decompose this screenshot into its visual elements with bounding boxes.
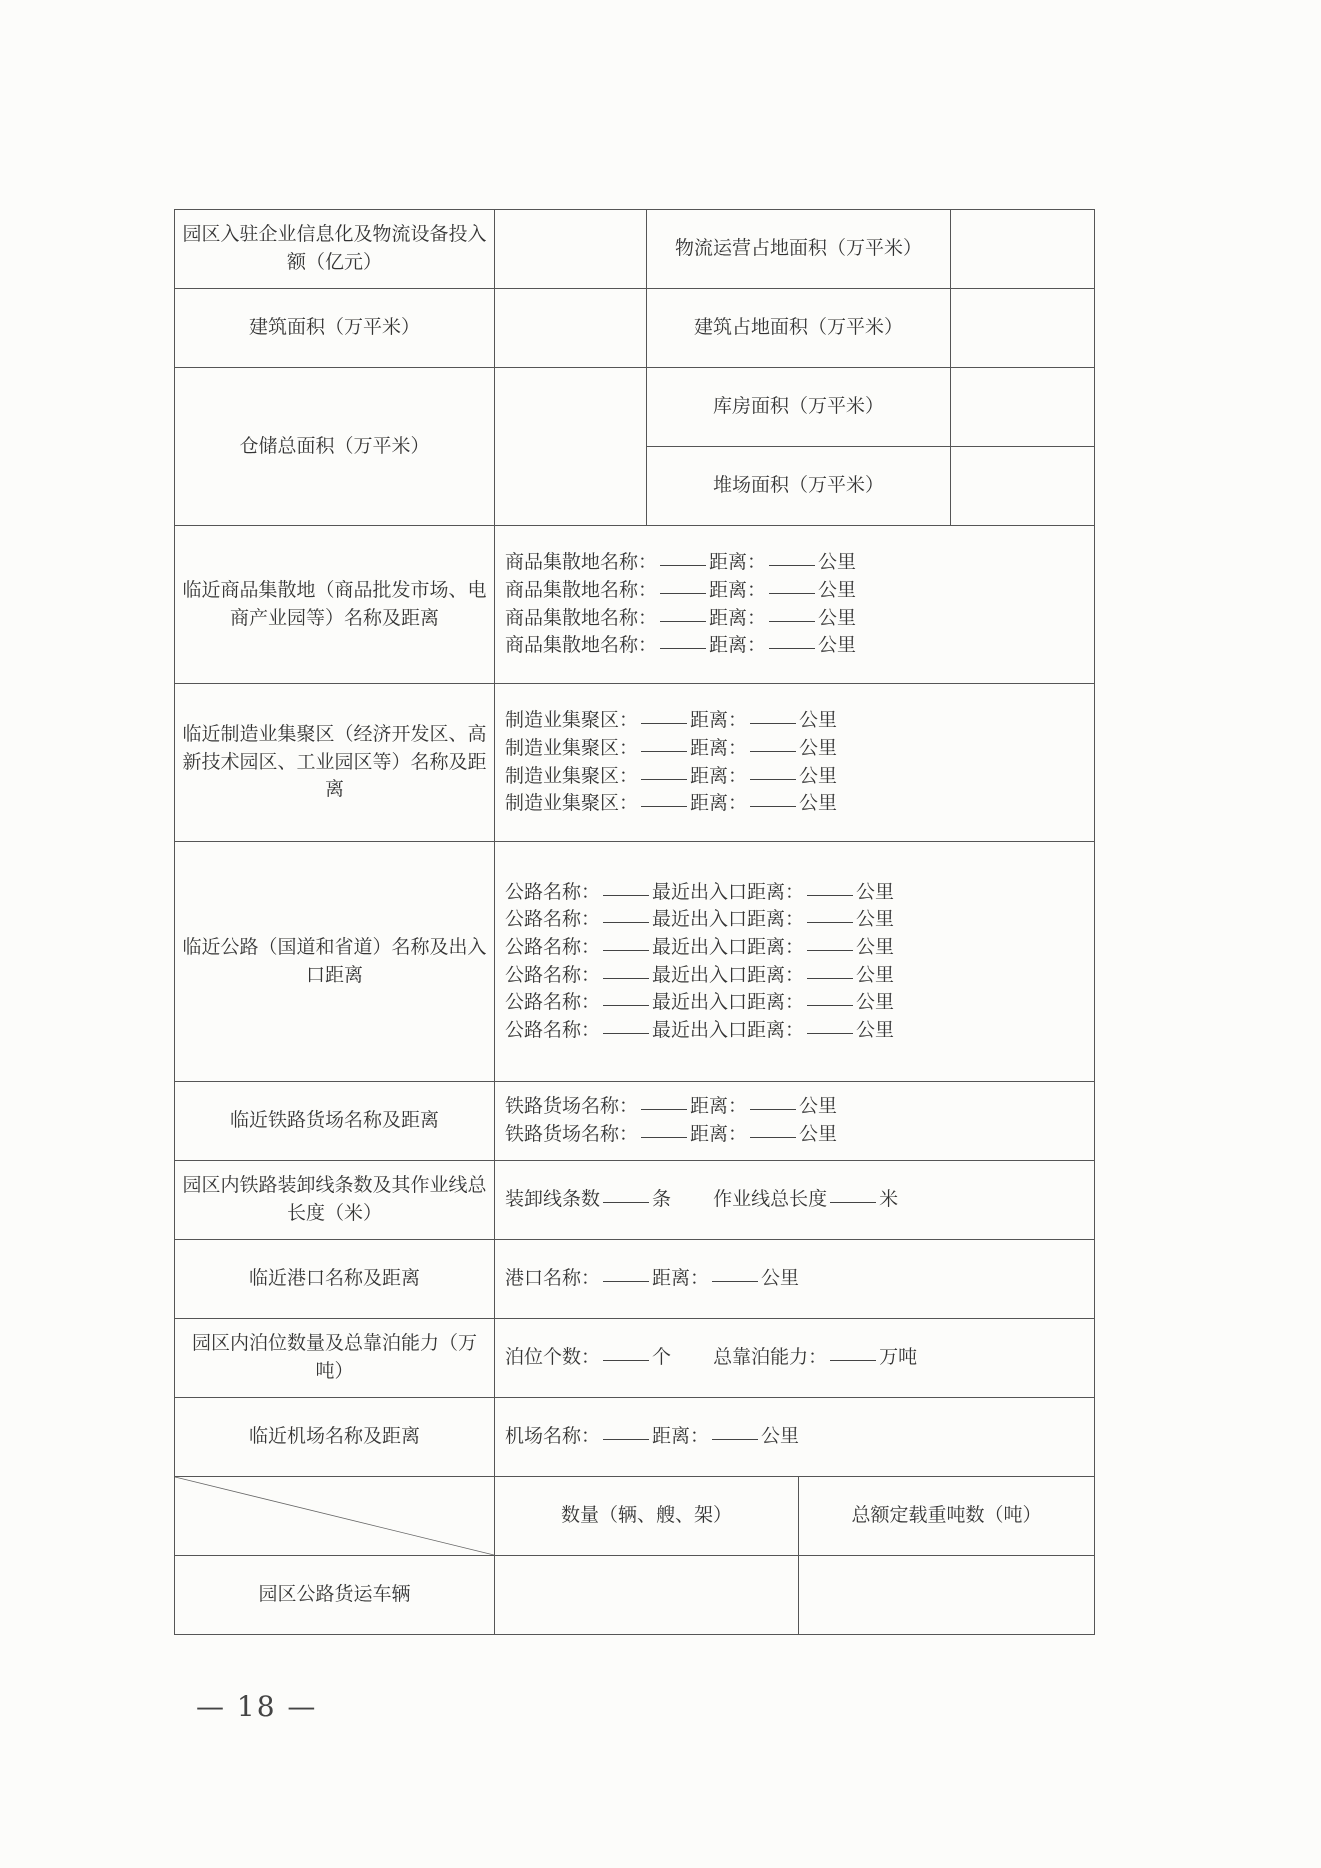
manufacturing-line: 制造业集聚区： 距离： 公里	[505, 764, 838, 787]
row-rail-yard	[175, 1082, 1095, 1161]
berth-fields: 泊位个数： 个 总靠泊能力： 万吨	[495, 1319, 1095, 1398]
highway-line: 公路名称： 最近出入口距离： 公里	[505, 963, 895, 986]
header-quantity: 数量（辆、艘、架）	[495, 1477, 799, 1556]
highway-line: 公路名称： 最近出入口距离： 公里	[505, 880, 895, 903]
label-airport: 临近机场名称及距离	[175, 1398, 495, 1477]
label-commodity: 临近商品集散地（商品批发市场、电商产业园等）名称及距离	[175, 526, 495, 684]
diagonal-line	[175, 1477, 494, 1555]
manufacturing-line: 制造业集聚区： 距离： 公里	[505, 709, 838, 732]
rail-yard-line: 铁路货场名称： 距离： 公里	[505, 1123, 838, 1145]
highway-lines	[495, 842, 1095, 1082]
commodity-name-blank[interactable]	[660, 620, 706, 622]
commodity-name-blank[interactable]	[660, 647, 706, 649]
label-port: 临近港口名称及距离	[175, 1240, 495, 1319]
page-number: — 18 —	[196, 1690, 318, 1723]
label-equipment-investment: 园区入驻企业信息化及物流设备投入额（亿元）	[175, 210, 495, 289]
label-highway: 临近公路（国道和省道）名称及出入口距离	[175, 842, 495, 1082]
rail-line-length-blank[interactable]	[830, 1201, 876, 1203]
highway-line: 公路名称： 最近出入口距离： 公里	[505, 991, 895, 1014]
row-manufacturing	[175, 684, 1095, 842]
commodity-line: 商品集散地名称： 距离： 公里	[505, 551, 857, 574]
highway-distance-blank[interactable]	[807, 977, 853, 979]
highway-line: 公路名称： 最近出入口距离： 公里	[505, 908, 895, 931]
highway-name-blank[interactable]	[603, 1032, 649, 1034]
highway-distance-blank[interactable]	[807, 1004, 853, 1006]
row-port	[175, 1240, 1095, 1319]
commodity-line: 商品集散地名称： 距离： 公里	[505, 634, 857, 657]
rail-yard-line: 铁路货场名称： 距离： 公里	[505, 1095, 838, 1118]
value-warehouse-area[interactable]	[951, 368, 1095, 447]
manufacturing-name-blank[interactable]	[641, 722, 687, 724]
highway-name-blank[interactable]	[603, 949, 649, 951]
commodity-name-blank[interactable]	[660, 592, 706, 594]
rail-yard-lines	[495, 1082, 1095, 1161]
value-yard-area[interactable]	[951, 447, 1095, 526]
label-yard-area: 堆场面积（万平米）	[647, 447, 951, 526]
row-vehicle-header	[175, 1477, 1095, 1556]
airport-distance-blank[interactable]	[712, 1438, 758, 1440]
highway-line: 公路名称： 最近出入口距离： 公里	[505, 935, 895, 958]
rail-line-count-blank[interactable]	[603, 1201, 649, 1203]
value-building-area[interactable]	[495, 289, 647, 368]
manufacturing-line: 制造业集聚区： 距离： 公里	[505, 736, 838, 759]
row-storage-area	[175, 368, 1095, 447]
row-equipment-investment	[175, 210, 1095, 289]
commodity-distance-blank[interactable]	[769, 592, 815, 594]
label-storage-area: 仓储总面积（万平米）	[175, 368, 495, 526]
rail-yard-distance-blank[interactable]	[750, 1136, 796, 1138]
highway-distance-blank[interactable]	[807, 1032, 853, 1034]
label-building-footprint: 建筑占地面积（万平米）	[647, 289, 951, 368]
rail-yard-name-blank[interactable]	[641, 1108, 687, 1110]
row-rail-lines	[175, 1161, 1095, 1240]
diagonal-header-cell	[175, 1477, 495, 1556]
commodity-distance-blank[interactable]	[769, 620, 815, 622]
manufacturing-lines	[495, 684, 1095, 842]
berth-count-blank[interactable]	[603, 1359, 649, 1361]
row-commodity	[175, 526, 1095, 684]
highway-distance-blank[interactable]	[807, 894, 853, 896]
highway-name-blank[interactable]	[603, 1004, 649, 1006]
manufacturing-distance-blank[interactable]	[750, 805, 796, 807]
airport-name-blank[interactable]	[603, 1438, 649, 1440]
label-road-freight-vehicles: 园区公路货运车辆	[175, 1556, 495, 1635]
label-rail-yard: 临近铁路货场名称及距离	[175, 1082, 495, 1161]
label-berth: 园区内泊位数量及总靠泊能力（万吨）	[175, 1319, 495, 1398]
label-warehouse-area: 库房面积（万平米）	[647, 368, 951, 447]
label-rail-lines: 园区内铁路装卸线条数及其作业线总长度（米）	[175, 1161, 495, 1240]
info-form-table	[174, 209, 1095, 1635]
row-highway	[175, 842, 1095, 1082]
rail-lines-fields: 装卸线条数 条 作业线总长度 米	[495, 1161, 1095, 1240]
manufacturing-line: 制造业集聚区： 距离： 公里	[505, 792, 838, 815]
commodity-distance-blank[interactable]	[769, 647, 815, 649]
highway-line: 公路名称： 最近出入口距离： 公里	[505, 1018, 895, 1041]
highway-name-blank[interactable]	[603, 921, 649, 923]
row-building-area	[175, 289, 1095, 368]
row-airport	[175, 1398, 1095, 1477]
commodity-line: 商品集散地名称： 距离： 公里	[505, 606, 857, 629]
berth-capacity-blank[interactable]	[830, 1359, 876, 1361]
commodity-line: 商品集散地名称： 距离： 公里	[505, 578, 857, 601]
label-manufacturing: 临近制造业集聚区（经济开发区、高新技术园区、工业园区等）名称及距离	[175, 684, 495, 842]
manufacturing-name-blank[interactable]	[641, 750, 687, 752]
port-name-blank[interactable]	[603, 1280, 649, 1282]
port-distance-blank[interactable]	[712, 1280, 758, 1282]
commodity-lines	[495, 526, 1095, 684]
value-vehicle-tonnage[interactable]	[799, 1556, 1095, 1635]
value-building-footprint[interactable]	[951, 289, 1095, 368]
commodity-distance-blank[interactable]	[769, 564, 815, 566]
highway-name-blank[interactable]	[603, 977, 649, 979]
commodity-name-blank[interactable]	[660, 564, 706, 566]
rail-yard-name-blank[interactable]	[641, 1136, 687, 1138]
value-logistics-area[interactable]	[951, 210, 1095, 289]
airport-fields: 机场名称： 距离： 公里	[495, 1398, 1095, 1477]
value-equipment-investment[interactable]	[495, 210, 647, 289]
rail-yard-distance-blank[interactable]	[750, 1108, 796, 1110]
value-storage-area[interactable]	[495, 368, 647, 526]
port-fields: 港口名称： 距离： 公里	[495, 1240, 1095, 1319]
manufacturing-distance-blank[interactable]	[750, 750, 796, 752]
label-building-area: 建筑面积（万平米）	[175, 289, 495, 368]
value-vehicle-quantity[interactable]	[495, 1556, 799, 1635]
label-logistics-area: 物流运营占地面积（万平米）	[647, 210, 951, 289]
manufacturing-name-blank[interactable]	[641, 805, 687, 807]
row-road-freight-vehicles	[175, 1556, 1095, 1635]
highway-distance-blank[interactable]	[807, 949, 853, 951]
highway-distance-blank[interactable]	[807, 921, 853, 923]
manufacturing-name-blank[interactable]	[641, 778, 687, 780]
highway-name-blank[interactable]	[603, 894, 649, 896]
row-berth	[175, 1319, 1095, 1398]
manufacturing-distance-blank[interactable]	[750, 778, 796, 780]
manufacturing-distance-blank[interactable]	[750, 722, 796, 724]
header-tonnage: 总额定载重吨数（吨）	[799, 1477, 1095, 1556]
